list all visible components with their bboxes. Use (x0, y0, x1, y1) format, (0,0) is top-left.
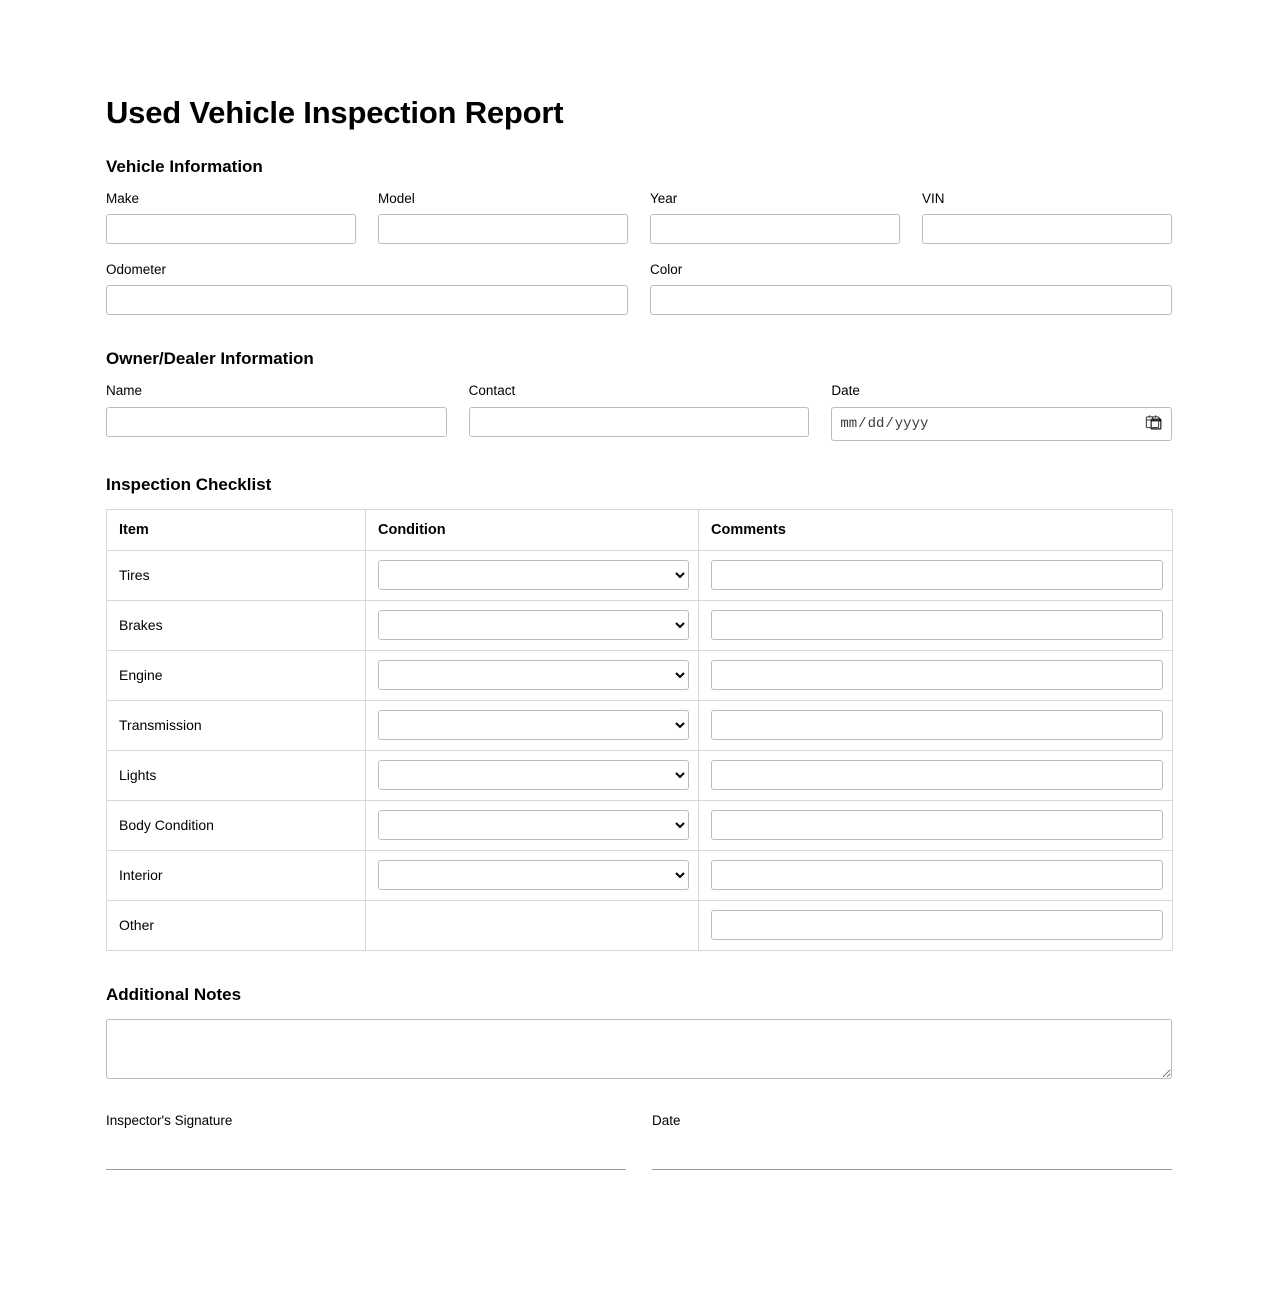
column-header-item: Item (107, 509, 366, 550)
checklist-item-label: Body Condition (107, 800, 366, 850)
label-date: Date (831, 383, 860, 399)
checklist-comment-cell (699, 600, 1173, 650)
field-date (831, 383, 1172, 440)
checklist-comment-cell (699, 850, 1173, 900)
field-model (378, 191, 628, 244)
condition-select[interactable] (378, 760, 689, 790)
label-contact: Contact (468, 383, 516, 399)
contact-input[interactable] (469, 407, 810, 437)
signature-section (106, 1113, 1172, 1170)
owner-dealer-information-section (106, 349, 1172, 440)
table-row (107, 750, 1173, 800)
condition-select[interactable] (378, 660, 689, 690)
checklist-comment-cell (699, 800, 1173, 850)
table-row (107, 550, 1173, 600)
checklist-condition-cell (366, 800, 699, 850)
comment-input[interactable] (711, 660, 1163, 690)
comment-input[interactable] (711, 760, 1163, 790)
label-model: Model (378, 191, 415, 206)
inspector-signature-label: Inspector's Signature (106, 1112, 233, 1128)
vehicle-information-section (106, 157, 1172, 315)
condition-select[interactable] (378, 810, 689, 840)
checklist-item-label: Lights (107, 750, 366, 800)
checklist-condition-cell (366, 600, 699, 650)
comment-input[interactable] (711, 610, 1163, 640)
checklist-condition-cell (366, 550, 699, 600)
condition-select[interactable] (378, 560, 689, 590)
checklist-item-label: Transmission (107, 700, 366, 750)
table-row (107, 900, 1173, 950)
table-row (107, 800, 1173, 850)
color-input[interactable] (650, 285, 1172, 315)
checklist-condition-cell (366, 700, 699, 750)
column-header-comments: Comments (699, 509, 1173, 550)
field-odometer (106, 262, 628, 315)
table-header-row (107, 509, 1173, 550)
comment-input[interactable] (711, 710, 1163, 740)
label-name: Name (106, 383, 143, 399)
checklist-item-label: Interior (107, 850, 366, 900)
date-input-wrapper (831, 407, 1172, 441)
checklist-comment-cell (699, 750, 1173, 800)
condition-select[interactable] (378, 710, 689, 740)
owner-dealer-row (106, 383, 1172, 440)
checklist-condition-cell (366, 750, 699, 800)
signature-date-label: Date (652, 1112, 681, 1128)
checklist-condition-cell (366, 650, 699, 700)
condition-select[interactable] (378, 860, 689, 890)
comment-input[interactable] (711, 560, 1163, 590)
checklist-item-label: Brakes (107, 600, 366, 650)
field-contact (469, 383, 810, 440)
model-input[interactable] (378, 214, 628, 244)
checklist-comment-cell (699, 550, 1173, 600)
comment-input[interactable] (711, 910, 1163, 940)
table-row (107, 650, 1173, 700)
signature-date-block (652, 1113, 1172, 1170)
name-input[interactable] (106, 407, 447, 437)
checklist-item-label: Engine (107, 650, 366, 700)
inspector-signature-block (106, 1113, 626, 1170)
comment-input[interactable] (711, 860, 1163, 890)
additional-notes-textarea[interactable] (106, 1019, 1172, 1079)
table-row (107, 700, 1173, 750)
field-year (650, 191, 900, 244)
date-input[interactable] (831, 407, 1172, 441)
condition-select[interactable] (378, 610, 689, 640)
vehicle-information-heading: Vehicle Information (106, 157, 263, 176)
checklist-comment-cell (699, 900, 1173, 950)
table-row (107, 850, 1173, 900)
label-vin: VIN (922, 191, 945, 206)
inspection-checklist-section (106, 475, 1172, 951)
checklist-condition-cell (366, 900, 699, 950)
column-header-condition: Condition (366, 509, 699, 550)
field-color (650, 262, 1172, 315)
checklist-condition-cell (366, 850, 699, 900)
signature-date-line[interactable] (652, 1168, 1172, 1170)
label-color: Color (650, 262, 683, 278)
inspector-signature-line[interactable] (106, 1168, 626, 1170)
label-odometer: Odometer (106, 262, 167, 278)
label-year: Year (650, 191, 678, 206)
make-input[interactable] (106, 214, 356, 244)
inspection-checklist-heading: Inspection Checklist (106, 474, 272, 494)
page-title: Used Vehicle Inspection Report (106, 95, 564, 130)
field-make (106, 191, 356, 244)
additional-notes-section (106, 985, 1172, 1079)
checklist-comment-cell (699, 700, 1173, 750)
vehicle-info-row-1 (106, 191, 1172, 244)
additional-notes-heading: Additional Notes (106, 984, 242, 1004)
vehicle-info-row-2 (106, 262, 1172, 315)
odometer-input[interactable] (106, 285, 628, 315)
label-make: Make (106, 191, 140, 206)
year-input[interactable] (650, 214, 900, 244)
field-vin (922, 191, 1172, 244)
comment-input[interactable] (711, 810, 1163, 840)
owner-dealer-heading: Owner/Dealer Information (106, 349, 314, 369)
checklist-item-label: Tires (107, 550, 366, 600)
field-name (106, 383, 447, 440)
checklist-comment-cell (699, 650, 1173, 700)
checklist-item-label: Other (107, 900, 366, 950)
bottom-spacer (106, 1170, 1172, 1250)
vin-input[interactable] (922, 214, 1172, 244)
table-row (107, 600, 1173, 650)
inspection-checklist-table (106, 509, 1173, 951)
